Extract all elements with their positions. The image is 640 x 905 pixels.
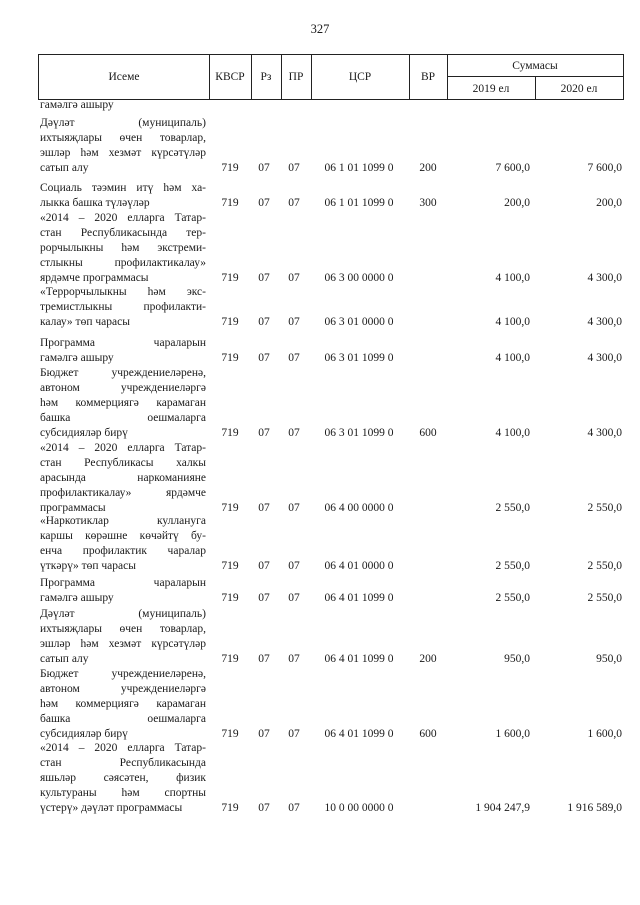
cell-sum-2020: 4 300,0 (587, 272, 622, 284)
header-sums: Суммасы (447, 55, 623, 77)
row-name-line: сатып алу (40, 653, 89, 665)
row-name-line: һәм коммерциягә карамаган (40, 698, 206, 710)
row-name (40, 741, 206, 816)
cell-kvsr: 719 (221, 728, 239, 740)
cell-kvsr: 719 (221, 316, 239, 328)
row-name-line: профилактикалау» ярдәмче (40, 487, 206, 499)
cell-sum-2019: 2 550,0 (495, 502, 530, 514)
cell-pr: 07 (288, 427, 300, 439)
cell-csr: 06 3 00 0000 0 (324, 272, 394, 284)
cell-rz: 07 (258, 352, 270, 364)
row-name-line: Программа чараларын (40, 337, 206, 349)
cell-sum-2020: 4 300,0 (587, 352, 622, 364)
row-name (40, 98, 206, 113)
cell-sum-2020: 1 916 589,0 (567, 802, 622, 814)
cell-sum-2020: 2 550,0 (587, 560, 622, 572)
row-name-line: лыкка башка түләүләр (40, 197, 150, 209)
row-name-line: «2014 – 2020 елларга Татар- (40, 742, 206, 754)
row-name (40, 667, 206, 742)
cell-csr: 06 4 00 0000 0 (324, 502, 394, 514)
cell-pr: 07 (288, 728, 300, 740)
row-name-line: Дәүләт (муниципаль) (40, 608, 206, 620)
page-number: 327 (310, 22, 330, 36)
cell-pr: 07 (288, 502, 300, 514)
cell-kvsr: 719 (221, 802, 239, 814)
cell-kvsr: 719 (221, 272, 239, 284)
cell-kvsr: 719 (221, 197, 239, 209)
cell-vr: 600 (419, 728, 437, 740)
row-name-line: яшьләр сәясәтен, физик (40, 772, 206, 784)
row-name-line: сатып алу (40, 162, 89, 174)
cell-csr: 06 1 01 1099 0 (324, 197, 394, 209)
cell-sum-2020: 1 600,0 (587, 728, 622, 740)
cell-sum-2019: 2 550,0 (495, 592, 530, 604)
cell-sum-2019: 4 100,0 (495, 316, 530, 328)
cell-sum-2020: 7 600,0 (587, 162, 622, 174)
cell-sum-2020: 4 300,0 (587, 316, 622, 328)
row-name-line: стлыкны профилактикалау» (40, 257, 206, 269)
cell-kvsr: 719 (221, 162, 239, 174)
cell-pr: 07 (288, 316, 300, 328)
cell-pr: 07 (288, 272, 300, 284)
cell-rz: 07 (258, 197, 270, 209)
cell-rz: 07 (258, 272, 270, 284)
row-name-line: Программа чараларын (40, 577, 206, 589)
row-name-line: башка оешмаларга (40, 412, 206, 424)
row-name-line: гамәлгә ашыру (40, 99, 114, 111)
row-name (40, 366, 206, 441)
row-name (40, 441, 206, 516)
cell-csr: 06 4 01 1099 0 (324, 592, 394, 604)
cell-rz: 07 (258, 728, 270, 740)
row-name-line: арасында наркоманияне (40, 472, 206, 484)
cell-rz: 07 (258, 592, 270, 604)
cell-pr: 07 (288, 653, 300, 665)
cell-sum-2020: 200,0 (596, 197, 622, 209)
row-name-line: ярдәмче программасы (40, 272, 149, 284)
row-name-line: автоном учреждениеләргә (40, 382, 206, 394)
header-vr: ВР (420, 71, 436, 83)
row-name-line: Социаль тәэмин итү һәм ха- (40, 182, 206, 194)
row-name-line: ихтыяҗлары өчен товарлар, (40, 132, 206, 144)
header-csr: ЦСР (348, 71, 372, 83)
cell-vr: 200 (419, 162, 437, 174)
cell-vr: 200 (419, 653, 437, 665)
row-name-line: тремистлыкны профилакти- (40, 301, 206, 313)
row-name-line: үткәрү» төп чарасы (40, 560, 136, 572)
cell-sum-2020: 2 550,0 (587, 592, 622, 604)
row-name-line: субсидияләр бирү (40, 728, 128, 740)
cell-sum-2020: 2 550,0 (587, 502, 622, 514)
cell-kvsr: 719 (221, 502, 239, 514)
row-name-line: программасы (40, 502, 106, 514)
cell-rz: 07 (258, 427, 270, 439)
row-name-line: үстерү» дәүләт программасы (40, 802, 183, 814)
row-name-line: «Террорчылыкны һәм экс- (40, 286, 206, 298)
cell-rz: 07 (258, 502, 270, 514)
row-name-line: стан Республикасында (40, 757, 206, 769)
cell-pr: 07 (288, 592, 300, 604)
cell-pr: 07 (288, 352, 300, 364)
header-name: Исеме (108, 71, 140, 83)
cell-vr: 300 (419, 197, 437, 209)
cell-sum-2019: 950,0 (504, 653, 530, 665)
cell-rz: 07 (258, 162, 270, 174)
cell-rz: 07 (258, 560, 270, 572)
cell-kvsr: 719 (221, 427, 239, 439)
row-name-line: «2014 – 2020 елларга Татар- (40, 442, 206, 454)
cell-csr: 06 3 01 1099 0 (324, 427, 394, 439)
cell-csr: 06 4 01 1099 0 (324, 653, 394, 665)
header-year-2020: 2020 ел (560, 82, 598, 95)
header-kvsr: КВСР (215, 71, 245, 83)
row-name (40, 181, 206, 211)
table-header (38, 54, 624, 100)
row-name-line: «Наркотиклар куллануга (40, 515, 206, 527)
cell-pr: 07 (288, 162, 300, 174)
row-name (40, 336, 206, 366)
row-name-line: ихтыяҗлары өчен товарлар, (40, 623, 206, 635)
cell-sum-2019: 4 100,0 (495, 352, 530, 364)
cell-pr: 07 (288, 802, 300, 814)
cell-pr: 07 (288, 197, 300, 209)
cell-kvsr: 719 (221, 560, 239, 572)
row-name (40, 576, 206, 606)
cell-sum-2019: 2 550,0 (495, 560, 530, 572)
row-name-line: калау» төп чарасы (40, 316, 130, 328)
row-name (40, 285, 206, 330)
cell-sum-2019: 200,0 (504, 197, 530, 209)
row-name-line: енча профилактик чаралар (40, 545, 206, 557)
cell-csr: 06 4 01 1099 0 (324, 728, 394, 740)
row-name-line: һәм коммерциягә карамаган (40, 397, 206, 409)
cell-pr: 07 (288, 560, 300, 572)
cell-kvsr: 719 (221, 352, 239, 364)
row-name-line: автоном учреждениеләргә (40, 683, 206, 695)
cell-sum-2019: 4 100,0 (495, 272, 530, 284)
row-name-line: Бюджет учреждениеләренә, (40, 668, 206, 680)
cell-csr: 06 4 01 0000 0 (324, 560, 394, 572)
row-name-line: эшләр һәм хезмәт күрсәтүләр (40, 638, 206, 650)
row-name-line: эшләр һәм хезмәт күрсәтүләр (40, 147, 206, 159)
row-name (40, 514, 206, 574)
cell-sum-2019: 1 904 247,9 (475, 802, 530, 814)
cell-kvsr: 719 (221, 653, 239, 665)
cell-kvsr: 719 (221, 592, 239, 604)
row-name-line: башка оешмаларга (40, 713, 206, 725)
header-rz: Рз (260, 71, 272, 83)
row-name-line: Бюджет учреждениеләренә, (40, 367, 206, 379)
cell-sum-2019: 7 600,0 (495, 162, 530, 174)
cell-sum-2020: 950,0 (596, 653, 622, 665)
header-year-2019: 2019 ел (472, 82, 510, 95)
cell-csr: 06 1 01 1099 0 (324, 162, 394, 174)
cell-vr: 600 (419, 427, 437, 439)
cell-sum-2020: 4 300,0 (587, 427, 622, 439)
row-name-line: Дәүләт (муниципаль) (40, 117, 206, 129)
row-name (40, 607, 206, 667)
row-name-line: гамәлгә ашыру (40, 352, 114, 364)
row-name-line: «2014 – 2020 елларга Татар- (40, 212, 206, 224)
row-name-line: каршы көрәшне көчәйтү бу- (40, 530, 206, 542)
cell-rz: 07 (258, 316, 270, 328)
cell-sum-2019: 1 600,0 (495, 728, 530, 740)
cell-sum-2019: 4 100,0 (495, 427, 530, 439)
cell-rz: 07 (258, 653, 270, 665)
row-name-line: рорчылыкны һәм экстреми- (40, 242, 206, 254)
row-name-line: субсидияләр бирү (40, 427, 128, 439)
row-name-line: стан Республикасында тер- (40, 227, 206, 239)
row-name (40, 211, 206, 286)
cell-csr: 06 3 01 0000 0 (324, 316, 394, 328)
header-pr: ПР (288, 71, 304, 83)
cell-csr: 10 0 00 0000 0 (324, 802, 394, 814)
cell-csr: 06 3 01 1099 0 (324, 352, 394, 364)
row-name-line: культураны һәм спортны (40, 787, 206, 799)
row-name (40, 116, 206, 176)
row-name-line: гамәлгә ашыру (40, 592, 114, 604)
row-name-line: стан Республикасы халкы (40, 457, 206, 469)
cell-rz: 07 (258, 802, 270, 814)
